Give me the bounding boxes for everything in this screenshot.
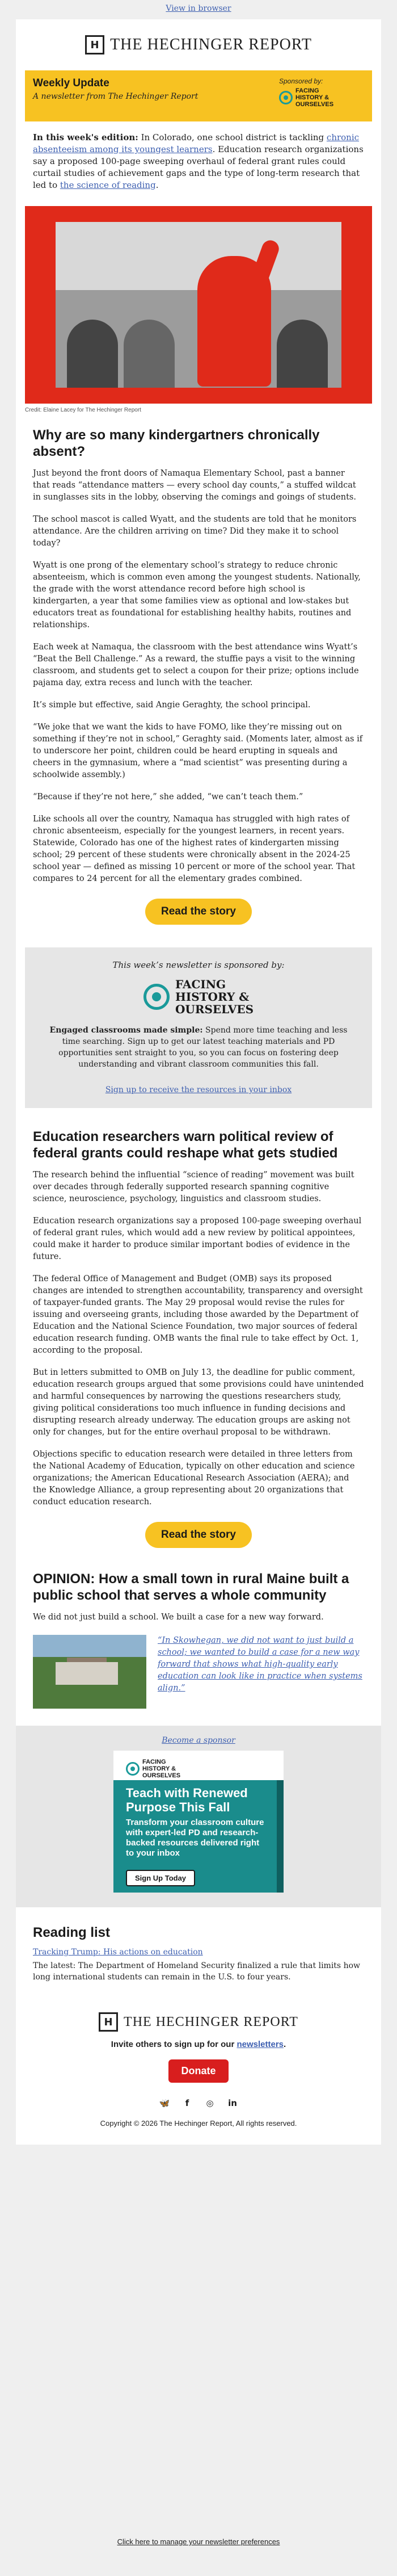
weekly-subtitle: A newsletter from The Hechinger Report [33,92,198,101]
linkedin-icon[interactable]: in [228,2098,237,2108]
donate-button[interactable]: Donate [168,2059,228,2083]
sponsor-message-text: Spend more time teaching and less time searching. Sign up to get our latest teaching materials and PD opportunities sent straight to you, so you can focus on fostering deep understanding and vibrant classroom communities this fall. [58,1026,348,1069]
story-kindergarten [16,427,381,925]
photo-credit: Credit: Elaine Lacey for The Hechinger Report [25,407,141,413]
school-aerial-image[interactable] [33,1635,146,1709]
facing-history-mark-icon [126,1762,140,1776]
reading-list-text: The latest: The Department of Homeland Security finalized a rule that limits how long international students can remain in the U.S. to four years. [33,1961,360,1982]
intro-paragraph [16,121,381,191]
sponsor-name-line1: FACING [295,87,319,94]
footer-logo[interactable] [16,2008,381,2036]
opinion-title[interactable]: OPINION: How a small town in rural Maine built a public school that serves a whole community [33,1571,349,1603]
sponsor-signup-link[interactable]: Sign up to receive the resources in your inbox [105,1085,292,1094]
brand-name[interactable]: THE HECHINGER REPORT [110,36,312,53]
invite-text: Invite others to sign up for our newsletters. [111,2040,286,2049]
weekly-update-banner [25,70,372,121]
banner-sponsor[interactable] [279,77,364,115]
story1-paragraph: Just beyond the front doors of Namaqua Elementary School, past a banner that reads “attendance matters — every school day counts,” a stuffed wildcat in sunglasses sits in the lobby, observing the comings and goings of students. [33,469,356,502]
ad-brand-line2: HISTORY & [142,1765,176,1772]
instagram-icon[interactable]: ◎ [206,2098,214,2108]
story2-paragraph: Objections specific to education research were detailed in three letters from the National Academy of Education, typically on other education and science organizations; the American Educational Research Association (AERA); and the Knowledge Alliance, a group representing about 20 organizations that conduct education research. [33,1450,355,1507]
science-of-reading-link[interactable]: the science of reading [60,180,156,190]
tracking-trump-link[interactable]: Tracking Trump: His actions on education [33,1948,203,1957]
sponsor-section-label: This week’s newsletter is sponsored by: [112,960,285,970]
manage-preferences-link[interactable]: Click here to manage your newsletter preferences [117,2537,280,2546]
sponsor-section [25,947,372,1108]
social-links [16,2097,381,2109]
sponsor-name-line2: HISTORY & [175,990,250,1004]
story2-paragraph: Education research organizations say a proposed 100-page sweeping overhaul of federal grant rules, which would add a new review by political appointees, could make it harder to produce similar important bodies of evidence in the future. [33,1216,362,1261]
absenteeism-link[interactable]: chronic absenteeism among its youngest learners [33,132,360,154]
weekly-title: Weekly Update [33,77,109,89]
ad-headline: Teach with Renewed Purpose This Fall [126,1786,248,1814]
view-in-browser-bar [0,0,397,17]
opinion-quote-link[interactable]: “In Skowhegan, we did not want to just build a school; we wanted to build a case for a new way forward that shows what high-quality early education can look like in practice when systems align.” [158,1636,362,1693]
story1-paragraph: Like schools all over the country, Namaqua has struggled with high rates of chronic absenteeism, especially for the youngest learners, in recent years. Statewide, Colorado has one of the highest rates of kindergarten missing school; 29 percent of these students were chronically absent in the 2024-25 school year — defined as missing 10 percent or more of the school year. That compares to 24 percent for all the elementary grades combined. [33,815,356,883]
copyright-text: Copyright © 2026 The Hechinger Report, All rights reserved. [100,2119,297,2128]
reading-list-title: Reading list [33,1925,111,1940]
sponsored-by-label: Sponsored by: [279,77,323,85]
intro-text-3: . [155,180,159,190]
story1-paragraph: Wyatt is one prong of the elementary school’s strategy to reduce chronic absenteeism, which is common even among the youngest students. Nationally, the grade with the worst attendance record before high school is kindergarten, a year that some families view as optional and low-stakes but educators treat as foundational for establishing healthy habits, routines and relationships. [33,561,361,630]
facing-history-large-logo[interactable] [42,978,355,1016]
sponsor-message [42,1025,355,1070]
ad-signup-button[interactable]: Sign Up Today [126,1870,195,1886]
story1-paragraph: “We joke that we want the kids to have FOMO, like they’re missing out on something if they’re not in school,” Geraghty said. (Moments later, almost as if to underscore her point, children could be heard erupting in squeals and cheers in the gymnasium, where a “mad scientist” was presenting during a schoolwide assembly.) [33,723,363,779]
sponsor-name-line3: OURSELVES [295,101,334,108]
story1-title[interactable]: Why are so many kindergartners chronically absent? [33,427,320,459]
footer-brand-name: THE HECHINGER REPORT [124,2014,298,2029]
manage-preferences-bar [0,2537,397,2546]
view-in-browser-link[interactable]: View in browser [166,4,231,13]
story1-paragraph: Each week at Namaqua, the classroom with the best attendance wins Wyatt’s “Beat the Bell Challenge.” As a reward, the stuffie pays a visit to the winning classroom, and students get to select a coupon for their prize; options include pajama day, extra recess and lunch with the teacher. [33,643,359,687]
story1-paragraph: The school mascot is called Wyatt, and the students are told that he monitors attendance. Are the children arriving on time? Did they make it to school today? [33,515,357,548]
story2-paragraph: But in letters submitted to OMB on July 13, the deadline for public comment, education research groups argued that some provisions could have unintended and harmful consequences by narrowing the questions researchers study, giving political considerations too much influence in funding decisions and disrupting research already underway. The education groups are asking not only for changes, but for the entire overhaul proposal to be withdrawn. [33,1368,364,1437]
sponsor-ad[interactable] [113,1751,284,1893]
ad-section [16,1726,381,1907]
masthead [16,19,381,70]
facing-history-mark-icon [143,984,170,1010]
story2-paragraph: The federal Office of Management and Budget (OMB) says its proposed changes are intended to strengthen accountability, transparency and oversight of taxpayer-funded grants. The May 29 proposal would revise the rules for issuing and overseeing grants, including those awarded by the Department of Education and the National Science Foundation, two major sources of federal education research funding. OMB wants the final rule to take effect by Oct. 1, according to the proposal. [33,1274,363,1355]
ad-brand-logo [126,1759,180,1779]
hechinger-logo-icon[interactable]: H [85,35,104,54]
intro-text-1: In Colorado, one school district is tackling [138,132,327,142]
ad-brand-line1: FACING [142,1759,166,1765]
bluesky-icon[interactable]: 🦋 [159,2098,170,2108]
facing-history-logo[interactable] [279,87,364,108]
hero-image[interactable] [25,206,372,404]
footer [16,1985,381,2145]
story1-paragraph: It’s simple but effective, said Angie Geraghty, the school principal. [33,700,311,710]
ad-subtext: Transform your classroom culture with expert-led PD and research-backed resources delivered right to your inbox [126,1818,264,1858]
newsletters-link[interactable]: newsletters [236,2040,284,2049]
read-story-button[interactable]: Read the story [145,1522,252,1548]
sponsor-message-bold: Engaged classrooms made simple: [49,1026,203,1035]
opinion-lead: We did not just build a school. We built a case for a new way forward. [33,1613,324,1622]
sponsor-name-line2: HISTORY & [295,94,330,101]
reading-list [16,1924,381,1983]
hechinger-logo-icon: H [99,2012,118,2032]
facing-history-mark-icon [279,91,293,104]
story-research-grants [16,1128,381,1548]
sponsor-name-line3: OURSELVES [175,1002,254,1016]
story2-paragraph: The research behind the influential “science of reading” movement was built over decades through federally supported research spanning cognitive science, neuroscience, psychology, linguistics and classroom studies. [33,1170,354,1203]
opinion-section [16,1571,381,1709]
intro-lead: In this week's edition: [33,132,138,142]
read-story-button[interactable]: Read the story [145,899,252,925]
sponsor-name-line1: FACING [175,977,226,991]
mascot-figure [197,256,271,387]
story2-title[interactable]: Education researchers warn political review of federal grants could reshape what gets studied [33,1129,338,1161]
intro-text-2: . Education research organizations say a proposed 100-page sweeping overhaul of federal grant rules could curtail studies of achievement gaps and the type of long-term research that led to [33,144,364,190]
story1-paragraph: “Because if they’re not here,” she added, “we can’t teach them.” [33,792,303,802]
newsletter-body [16,19,381,2145]
facebook-icon[interactable]: f [185,2098,189,2108]
become-sponsor-link[interactable]: Become a sponsor [162,1736,235,1745]
ad-brand-line3: OURSELVES [142,1772,181,1779]
